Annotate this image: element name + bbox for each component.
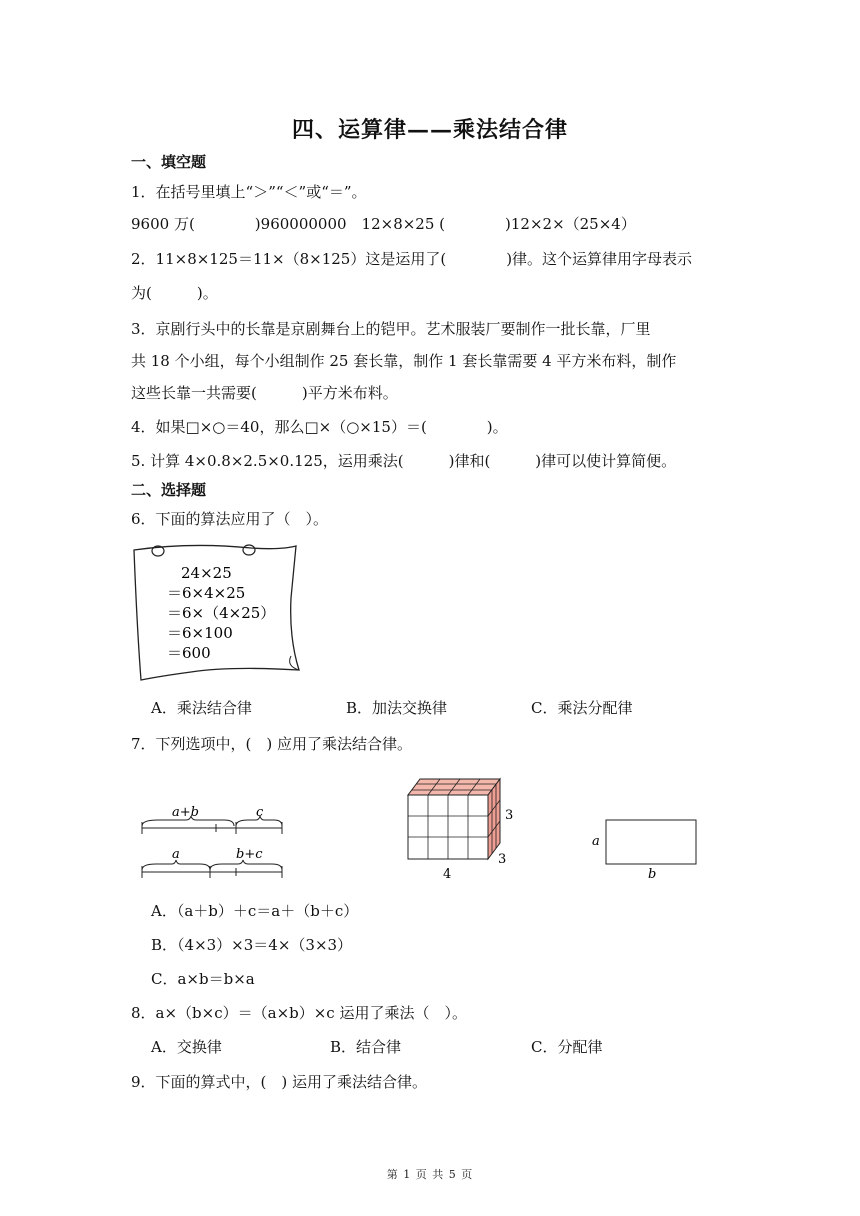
q4-line: 4．如果□×○＝40，那么□×（○×15）＝( )。 [131, 418, 508, 436]
q7-option-c[interactable]: C．a×b＝b×a [151, 970, 255, 988]
calc-line-1: 24×25 [181, 564, 232, 582]
label-a-plus-b: a+b [172, 805, 199, 820]
cuboid-depth-label: 3 [498, 852, 507, 867]
q2-line2: 为( )。 [131, 284, 218, 302]
page-title: 四、运算律——乘法结合律 [291, 117, 568, 143]
q6-option-a[interactable]: A．乘法结合律 [151, 699, 252, 717]
label-c-top: c [256, 805, 264, 820]
q6-stem: 6．下面的算法应用了（ ）。 [131, 510, 329, 528]
calc-line-2: ＝6×4×25 [167, 584, 246, 602]
rectangle-bottom-label: b [648, 867, 657, 881]
q8-stem: 8．a×（b×c）＝（a×b）×c 运用了乘法（ ）。 [131, 1004, 467, 1022]
q8-option-c[interactable]: C．分配律 [531, 1038, 603, 1056]
calc-line-4: ＝6×100 [167, 624, 233, 642]
brace-a [142, 860, 210, 870]
q7-rectangle-figure [590, 815, 702, 881]
rectangle-side-label: a [592, 834, 600, 849]
cuboid-height-label: 3 [505, 808, 514, 823]
q7-stem: 7．下列选项中，( ) 应用了乘法结合律。 [131, 735, 413, 753]
section-multiple-choice: 二、选择题 [131, 481, 207, 499]
q6-option-c[interactable]: C．乘法分配律 [531, 699, 633, 717]
cuboid-width-label: 4 [443, 867, 452, 882]
label-a-bottom: a [172, 847, 180, 862]
q7-option-a[interactable]: A．（a＋b）＋c＝a＋（b＋c） [151, 902, 359, 920]
q3-line3: 这些长靠一共需要( )平方米布料。 [131, 384, 398, 402]
q8-option-b[interactable]: B．结合律 [330, 1038, 402, 1056]
q1-line: 9600 万( )960000000 12×8×25 ( )12×2×（25×4） [131, 215, 636, 233]
q5-line: 5. 计算 4×0.8×2.5×0.125，运用乘法( )律和( )律可以使计算简便。 [131, 452, 677, 470]
q6-option-b[interactable]: B．加法交换律 [346, 699, 448, 717]
brace-c [236, 816, 282, 826]
q9-stem: 9．下面的算式中，( ) 运用了乘法结合律。 [131, 1073, 428, 1091]
q3-line1: 3．京剧行头中的长靠是京剧舞台上的铠甲。艺术服装厂要制作一批长靠，厂里 [131, 320, 651, 338]
calc-line-3: ＝6×（4×25） [167, 604, 276, 622]
section-fill-blank: 一、填空题 [131, 153, 207, 171]
q8-option-a[interactable]: A．交换律 [151, 1038, 222, 1056]
rectangle-shape [606, 820, 696, 864]
q7-option-b[interactable]: B．（4×3）×3＝4×（3×3） [151, 936, 353, 954]
label-b-plus-c: b+c [236, 847, 263, 862]
q1-stem: 1．在括号里填上“＞”“＜”或“＝”。 [131, 183, 367, 201]
q7-cuboid-figure [400, 775, 526, 885]
q3-line2: 共 18 个小组，每个小组制作 25 套长靠，制作 1 套长靠需要 4 平方米布料，制作 [131, 352, 677, 370]
q2-line1: 2．11×8×125＝11×（8×125）这是运用了( )律。这个运算律用字母表示 [131, 250, 693, 268]
page-footer: 第 1 页 共 5 页 [386, 1168, 474, 1181]
q7-segment-figure [138, 800, 288, 882]
q6-paper-figure [131, 538, 303, 684]
calc-line-5: ＝600 [167, 644, 211, 662]
